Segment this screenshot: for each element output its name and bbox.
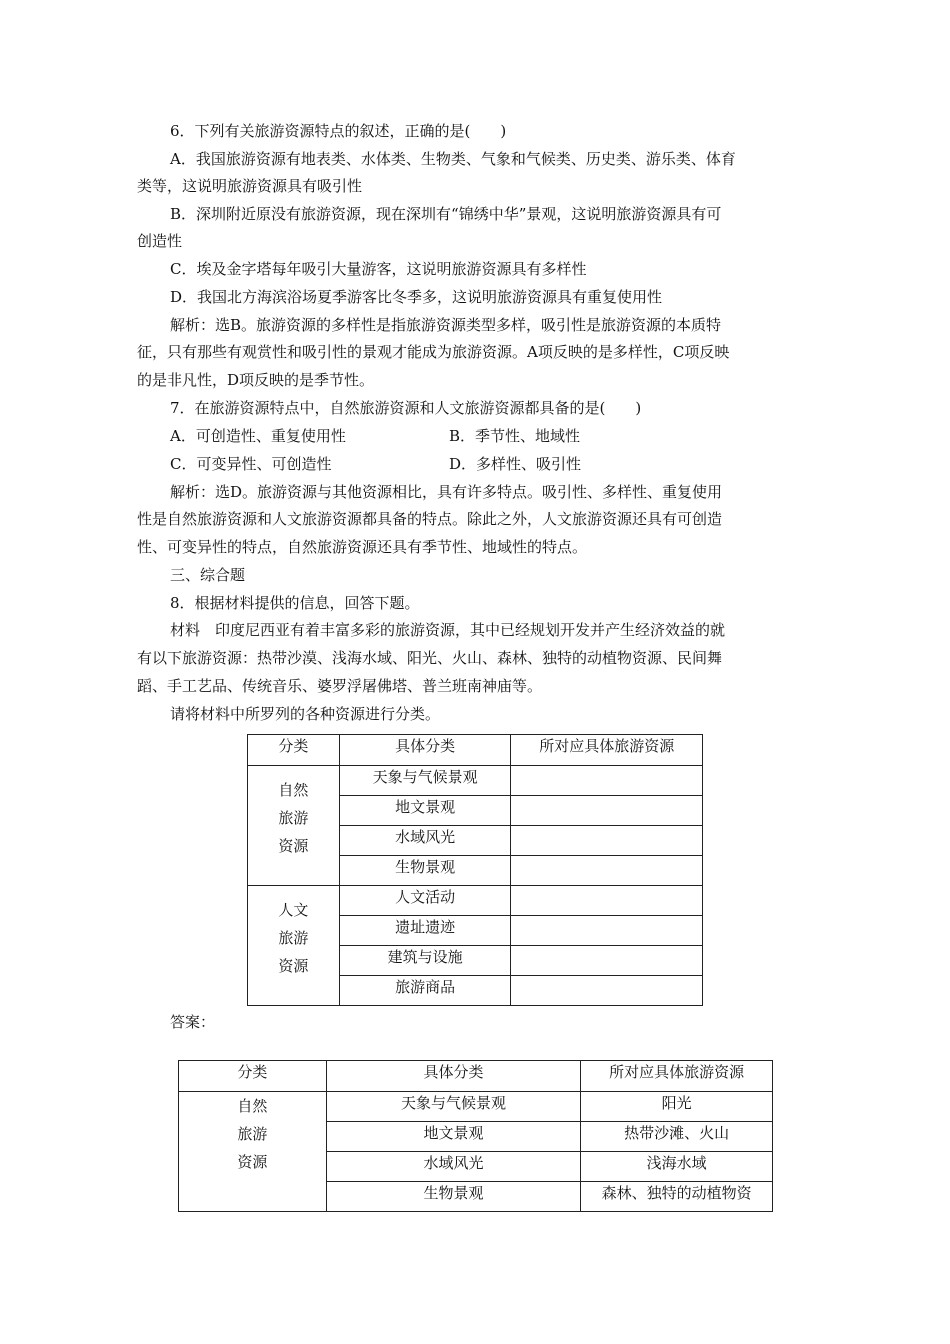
table-header-row — [248, 735, 703, 766]
human-category-cell: 人文 旅游 资源 — [248, 886, 340, 1006]
subcategory-cell: 人文活动 — [339, 886, 511, 916]
q8-material-cont2: 蹈、手工艺品、传统音乐、婆罗浮屠佛塔、普兰班南神庙等。 — [137, 677, 543, 695]
header-subcategory: 具体分类 — [326, 1061, 581, 1092]
q6-analysis: 解析：选B。旅游资源的多样性是指旅游资源类型多样，吸引性是旅游资源的本质特 — [170, 316, 722, 334]
header-resources: 所对应具体旅游资源 — [511, 735, 703, 766]
subcategory-cell: 天象与气候景观 — [326, 1092, 581, 1122]
header-category: 分类 — [248, 735, 340, 766]
natural-category-cell: 自然 旅游 资源 — [248, 766, 340, 886]
q7-option-c: C．可变异性、可创造性 — [170, 455, 332, 473]
answer-blank-cell[interactable] — [511, 796, 703, 826]
q7-option-b: B．季节性、地域性 — [449, 427, 581, 445]
q6-option-b: B．深圳附近原没有旅游资源，现在深圳有“锦绣中华”景观，这说明旅游资源具有可 — [170, 205, 722, 223]
subcategory-cell: 生物景观 — [326, 1182, 581, 1212]
q6-stem: 6．下列有关旅游资源特点的叙述，正确的是( ) — [170, 122, 507, 140]
answer-blank-cell[interactable] — [511, 766, 703, 796]
q7-analysis: 解析：选D。旅游资源与其他资源相比，具有许多特点。吸引性、多样性、重复使用 — [170, 483, 723, 501]
q6-analysis-cont: 征，只有那些有观赏性和吸引性的景观才能成为旅游资源。A项反映的是多样性，C项反映 — [137, 343, 730, 361]
q6-analysis-cont2: 的是非凡性，D项反映的是季节性。 — [137, 371, 375, 389]
answer-blank-cell[interactable] — [511, 886, 703, 916]
q8-instruction: 请将材料中所罗列的各种资源进行分类。 — [170, 705, 441, 723]
resource-cell: 浅海水域 — [581, 1152, 773, 1182]
answer-label: 答案： — [170, 1013, 216, 1031]
q6-option-a-cont: 类等，这说明旅游资源具有吸引性 — [137, 177, 363, 195]
subcategory-cell: 生物景观 — [339, 856, 511, 886]
subcategory-cell: 地文景观 — [339, 796, 511, 826]
q7-analysis-cont2: 性、可变异性的特点，自然旅游资源还具有季节性、地域性的特点。 — [137, 538, 588, 556]
resource-cell: 阳光 — [581, 1092, 773, 1122]
header-subcategory: 具体分类 — [339, 735, 511, 766]
subcategory-cell: 天象与气候景观 — [339, 766, 511, 796]
header-category: 分类 — [179, 1061, 327, 1092]
q7-stem: 7．在旅游资源特点中，自然旅游资源和人文旅游资源都具备的是( ) — [170, 399, 642, 417]
resource-cell: 森林、独特的动植物资 — [581, 1182, 773, 1212]
table-row — [248, 886, 703, 916]
q6-option-c: C．埃及金字塔每年吸引大量游客，这说明旅游资源具有多样性 — [170, 260, 587, 278]
q6-option-a: A．我国旅游资源有地表类、水体类、生物类、气象和气候类、历史类、游乐类、体育 — [170, 150, 736, 168]
subcategory-cell: 地文景观 — [326, 1122, 581, 1152]
answer-blank-cell[interactable] — [511, 916, 703, 946]
q7-option-a: A．可创造性、重复使用性 — [170, 427, 346, 445]
header-resources: 所对应具体旅游资源 — [581, 1061, 773, 1092]
answer-table — [178, 1060, 773, 1212]
q6-option-d: D．我国北方海滨浴场夏季游客比冬季多，这说明旅游资源具有重复使用性 — [170, 288, 663, 306]
table-row — [248, 766, 703, 796]
q8-stem: 8．根据材料提供的信息，回答下题。 — [170, 594, 420, 612]
table-header-row — [179, 1061, 773, 1092]
answer-blank-cell[interactable] — [511, 826, 703, 856]
subcategory-cell: 旅游商品 — [339, 976, 511, 1006]
q8-material: 材料 印度尼西亚有着丰富多彩的旅游资源，其中已经规划开发并产生经济效益的就 — [170, 621, 726, 639]
classification-table — [247, 734, 703, 1006]
subcategory-cell: 建筑与设施 — [339, 946, 511, 976]
answer-blank-cell[interactable] — [511, 856, 703, 886]
table-row — [179, 1092, 773, 1122]
section-heading: 三、综合题 — [170, 566, 246, 584]
q6-option-b-cont: 创造性 — [137, 232, 183, 250]
q8-material-cont: 有以下旅游资源：热带沙漠、浅海水域、阳光、火山、森林、独特的动植物资源、民间舞 — [137, 649, 723, 667]
q7-option-d: D．多样性、吸引性 — [449, 455, 582, 473]
answer-blank-cell[interactable] — [511, 946, 703, 976]
resource-cell: 热带沙滩、火山 — [581, 1122, 773, 1152]
subcategory-cell: 水域风光 — [339, 826, 511, 856]
subcategory-cell: 水域风光 — [326, 1152, 581, 1182]
natural-category-cell: 自然 旅游 资源 — [179, 1092, 327, 1212]
answer-blank-cell[interactable] — [511, 976, 703, 1006]
subcategory-cell: 遗址遗迹 — [339, 916, 511, 946]
q7-analysis-cont: 性是自然旅游资源和人文旅游资源都具备的特点。除此之外，人文旅游资源还具有可创造 — [137, 510, 723, 528]
